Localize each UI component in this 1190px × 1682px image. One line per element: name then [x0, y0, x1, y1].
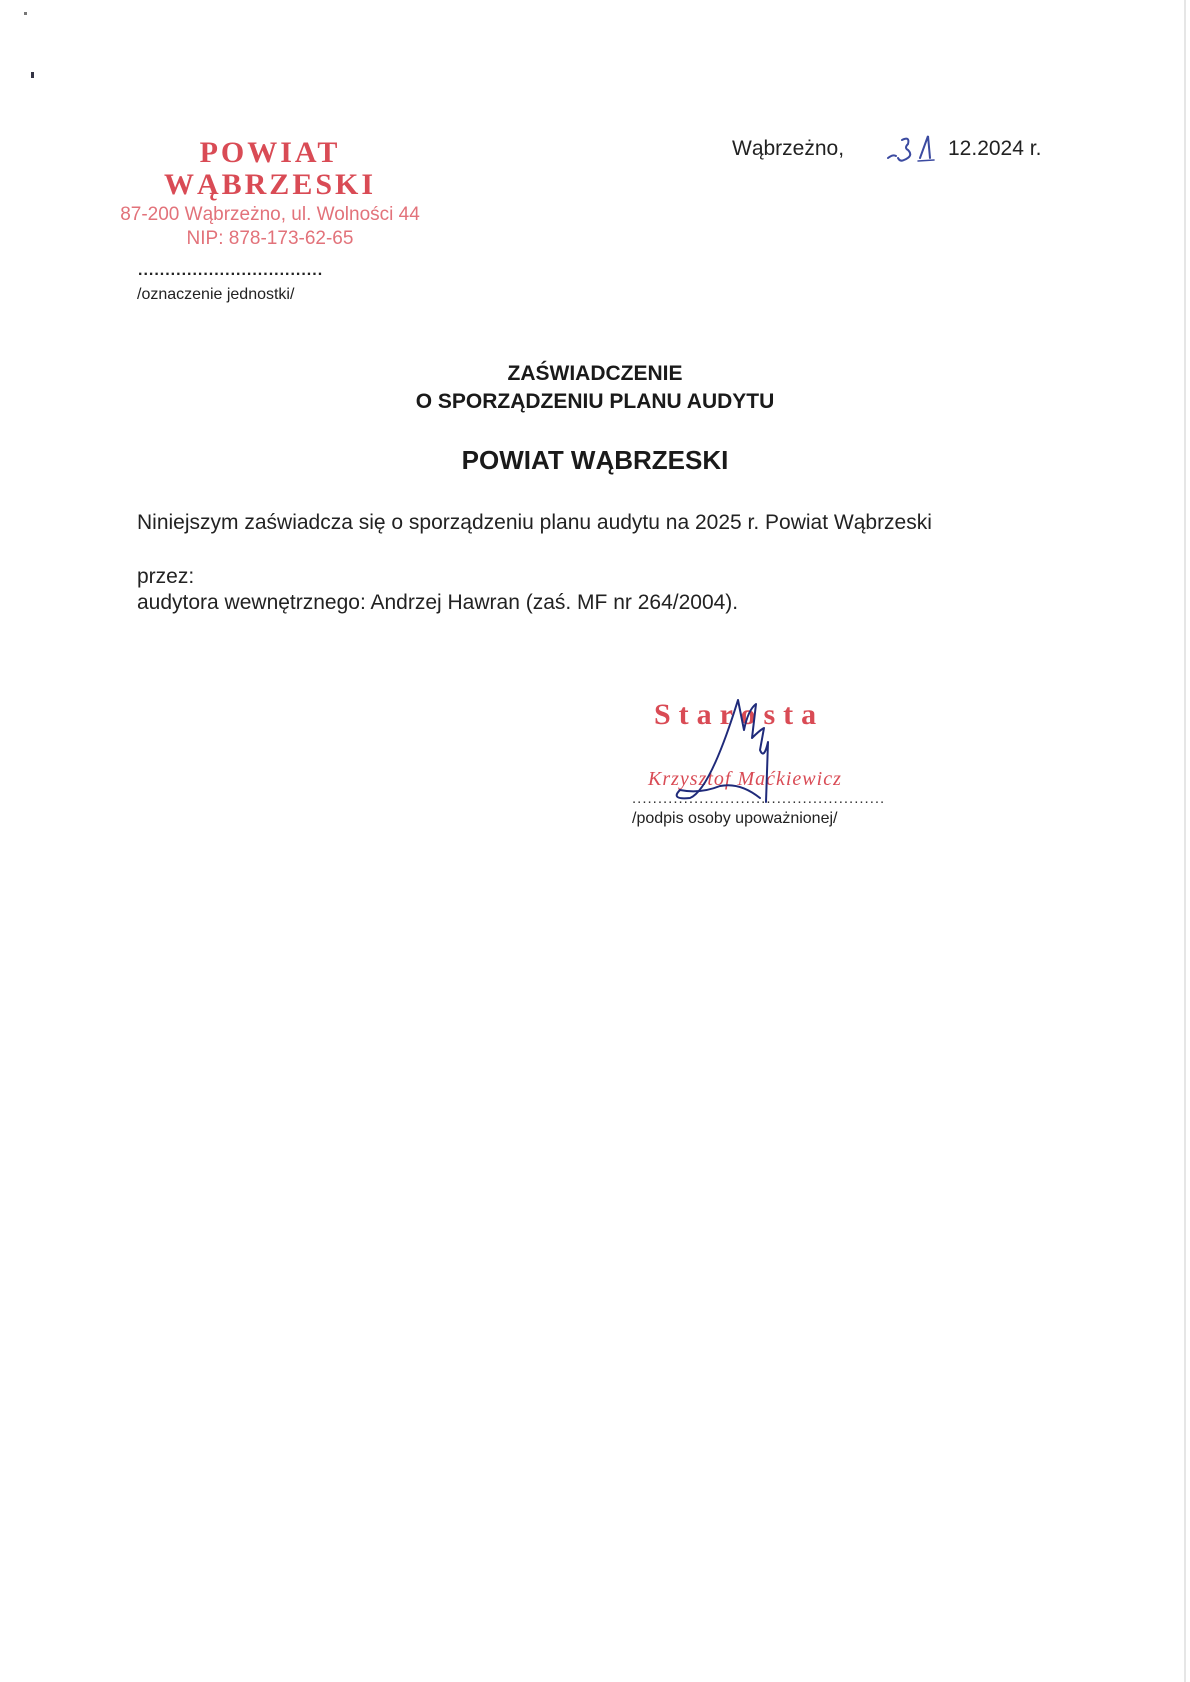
stamp-title-line2: WĄBRZESKI	[163, 168, 377, 201]
date-place: Wąbrzeżno,	[732, 137, 845, 160]
auditor-line: audytora wewnętrznego: Andrzej Hawran (zaś. MF nr 264/2004).	[137, 591, 739, 614]
przez-label: przez:	[137, 565, 195, 588]
document-title: ZAŚWIADCZENIE	[507, 362, 683, 385]
handwritten-day-icon	[884, 128, 944, 172]
stamp-nip: NIP: 878-173-62-65	[186, 228, 354, 249]
stamp-address: 87-200 Wąbrzeżno, ul. Wolności 44	[120, 204, 420, 225]
date-rest: 12.2024 r.	[948, 137, 1042, 160]
signature-dotted-line: .................................................	[632, 790, 886, 807]
signature-caption: /podpis osoby upoważnionej/	[632, 810, 838, 827]
statement-text: Niniejszym zaświadcza się o sporządzeniu planu audytu na 2025 r. Powiat Wąbrzeski	[137, 511, 932, 534]
signature-stamp-role: Starosta	[654, 698, 825, 731]
unit-dotted-line: ..................................	[138, 262, 324, 279]
date-handwritten-day	[884, 128, 944, 177]
unit-name-heading: POWIAT WĄBRZESKI	[461, 445, 729, 475]
scan-speck	[31, 72, 34, 78]
signature-stamp-name: Krzysztof Maćkiewicz	[648, 768, 842, 790]
scan-speck	[24, 12, 27, 15]
unit-caption: /oznaczenie jednostki/	[137, 286, 295, 303]
scan-edge-line	[1184, 0, 1186, 1682]
stamp-title-line1: POWIAT	[199, 136, 341, 169]
document-subtitle: O SPORZĄDZENIU PLANU AUDYTU	[415, 390, 775, 413]
